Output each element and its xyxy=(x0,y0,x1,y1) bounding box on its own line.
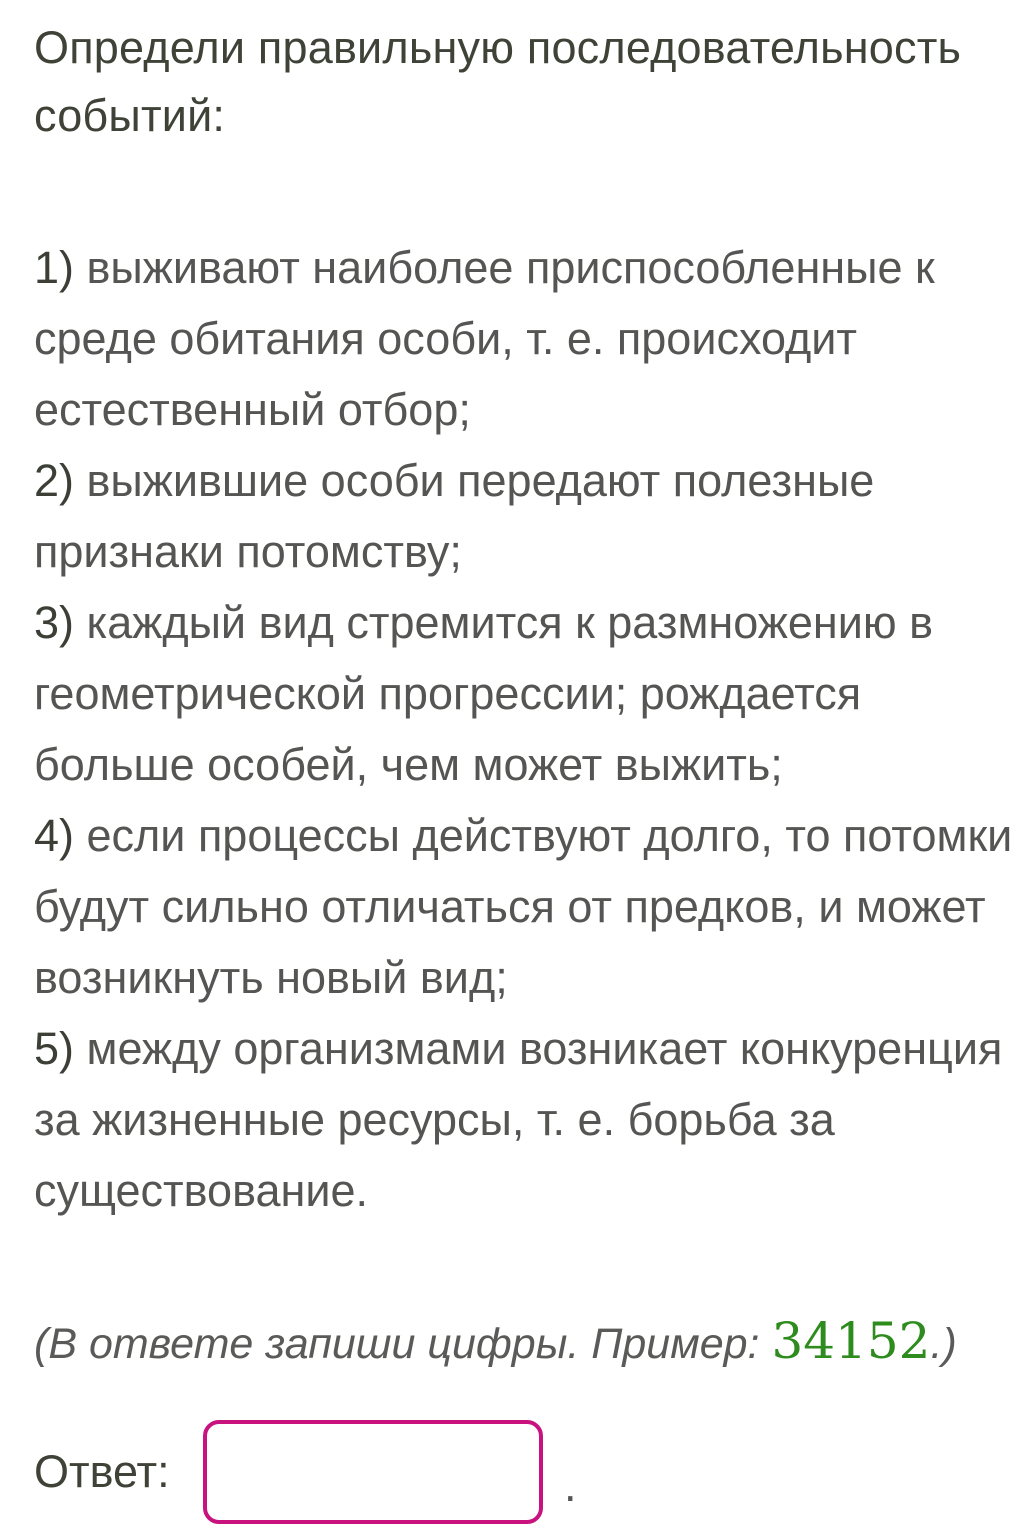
hint-prefix: (В ответе запиши цифры. Пример: xyxy=(34,1320,772,1368)
event-item-4 xyxy=(34,800,1024,1013)
event-item-5 xyxy=(34,1013,1024,1226)
event-text: между организмами возникает конкуренция за жизненные ресурсы, т. е. борьба за существование. xyxy=(34,1023,1003,1216)
answer-trailing-dot: . xyxy=(564,1460,577,1511)
event-text: выжившие особи передают полезные признаки потомству; xyxy=(34,455,875,577)
event-item-3 xyxy=(34,587,1024,800)
event-number: 3) xyxy=(34,597,75,648)
event-text: если процессы действуют долго, то потомки будут сильно отличаться от предков, и может возникнуть новый вид; xyxy=(34,810,1013,1003)
event-list xyxy=(34,232,1024,1226)
answer-input[interactable] xyxy=(203,1420,543,1524)
event-item-1 xyxy=(34,232,1024,445)
event-text: каждый вид стремится к размножению в геометрической прогрессии; рождается больше особей, чем может выжить; xyxy=(34,597,934,790)
task-container xyxy=(34,14,1024,1511)
event-number: 5) xyxy=(34,1023,75,1074)
event-text: выживают наиболее приспособленные к среде обитания особи, т. е. происходит естественный отбор; xyxy=(34,242,935,435)
event-number: 2) xyxy=(34,455,75,506)
hint-example-value: 34152 xyxy=(771,1312,931,1370)
task-heading: Определи правильную последовательность событий: xyxy=(34,22,962,141)
event-item-2 xyxy=(34,445,1024,587)
event-number: 1) xyxy=(34,242,75,293)
answer-label: Ответ: xyxy=(34,1446,170,1497)
answer-hint xyxy=(34,1312,957,1370)
event-number: 4) xyxy=(34,810,75,861)
hint-suffix: .) xyxy=(930,1320,957,1368)
answer-row xyxy=(34,1420,734,1530)
